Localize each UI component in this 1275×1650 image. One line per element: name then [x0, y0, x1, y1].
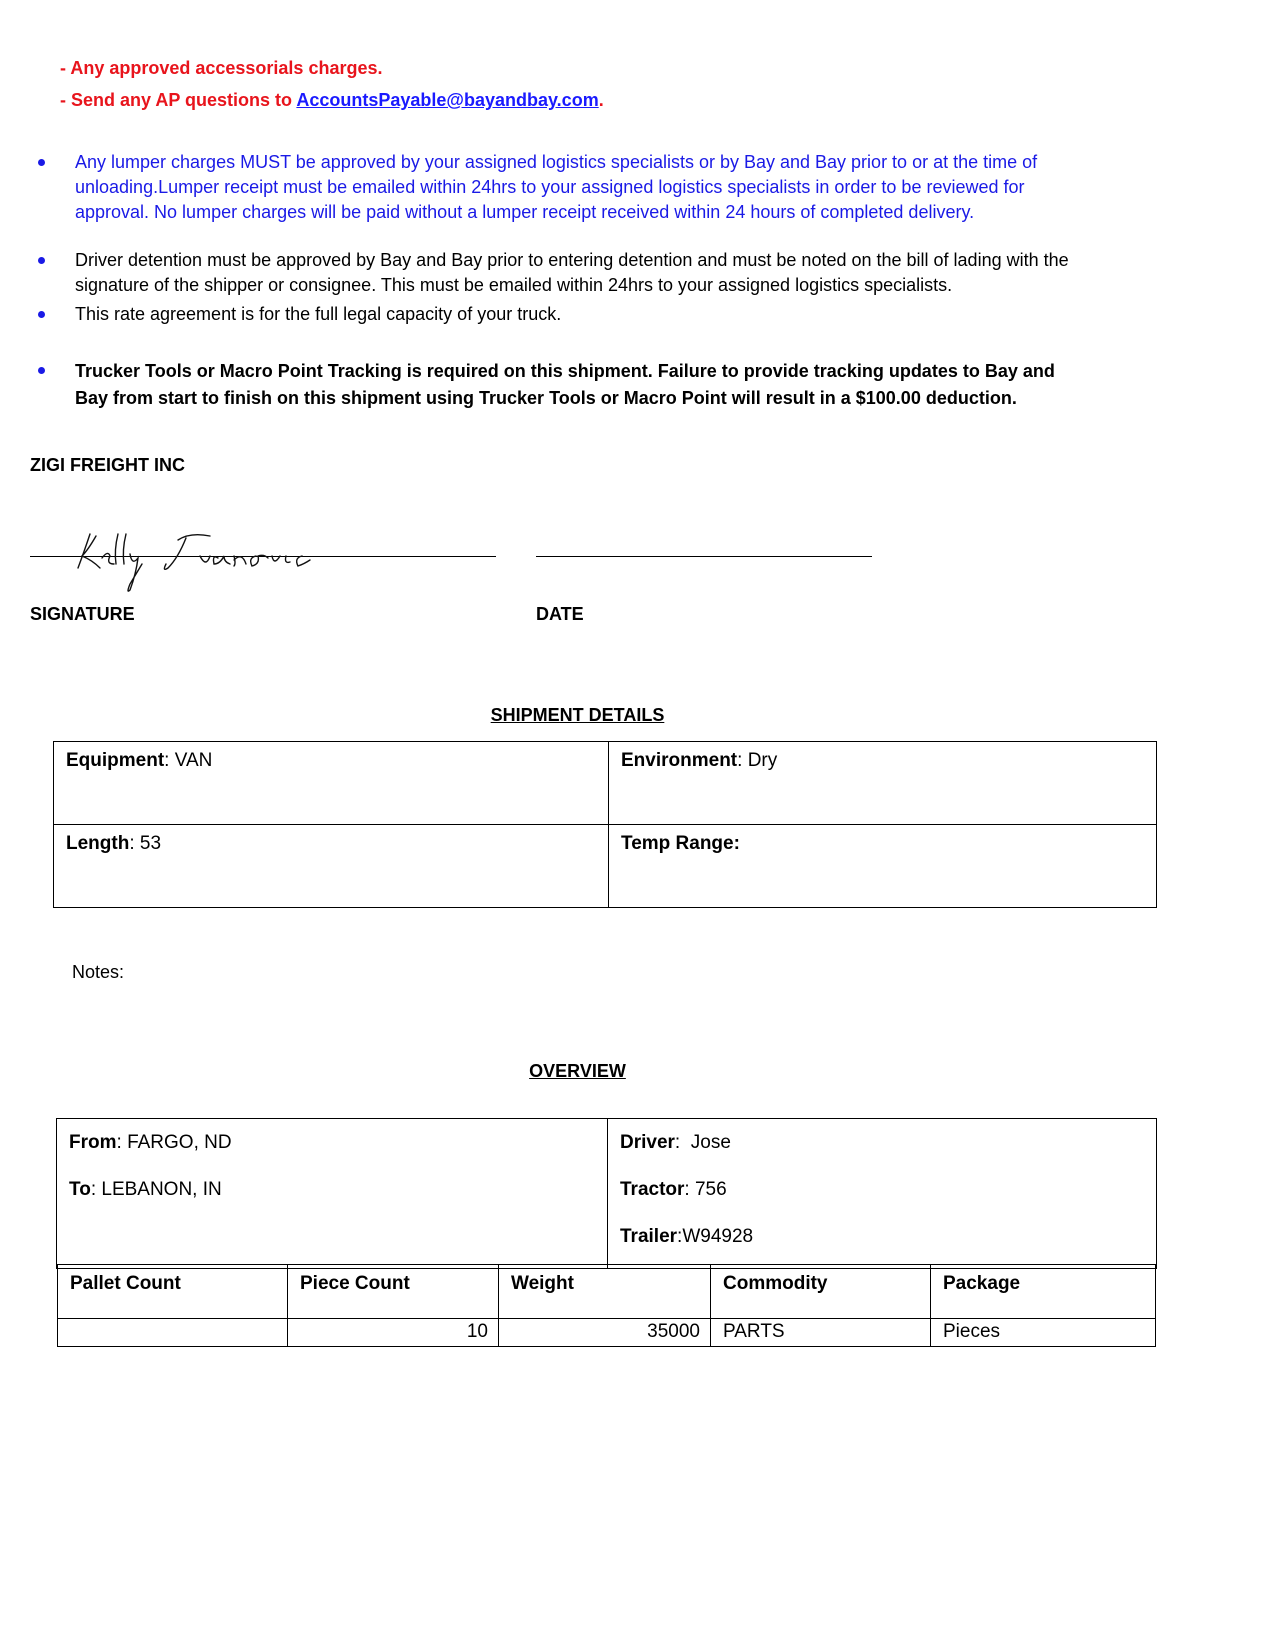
ap-questions-note: - Send any AP questions to AccountsPayable@bayandbay.com. [60, 90, 604, 110]
signature-label: SIGNATURE [30, 604, 135, 624]
cell-package: Pieces [931, 1319, 1156, 1347]
shipment-details-table [53, 741, 1157, 908]
overview-heading: OVERVIEW [529, 1061, 626, 1081]
lumper-policy: Any lumper charges MUST be approved by your assigned logistics specialists or by Bay and Bay prior to or at the time of unloading.Lumper receipt must be emailed within 24hrs to your assigned logistics specialists in order to be reviewed for approval. No lumper charges will be paid without a lumper receipt received within 24 hours of completed delivery. [75, 152, 1038, 222]
header-package: Package [931, 1265, 1156, 1319]
detention-policy: Driver detention must be approved by Bay and Bay prior to entering detention and must be noted on the bill of lading with the signature of the shipper or consignee. This must be emailed within 24hrs to your assigned logistics specialists. [75, 250, 1069, 295]
capacity-policy: This rate agreement is for the full legal capacity of your truck. [75, 304, 562, 324]
ap-email-link[interactable]: AccountsPayable@bayandbay.com [296, 90, 599, 110]
tracking-policy: Trucker Tools or Macro Point Tracking is required on this shipment. Failure to provide tracking updates to Bay and Bay from start to finish on this shipment using Trucker Tools or Macro Point will result in a $100.00 deduction. [75, 361, 1055, 408]
header-piece-count: Piece Count [288, 1265, 499, 1319]
notes-label: Notes: [72, 962, 125, 982]
route-cell [57, 1119, 608, 1269]
carrier-name: ZIGI FREIGHT INC [30, 455, 185, 475]
bullet-icon [38, 311, 45, 318]
to-field: To: LEBANON, IN [69, 1179, 222, 1200]
shipment-details-heading: SHIPMENT DETAILS [490, 705, 665, 725]
length-cell: Length: 53 [54, 825, 609, 908]
date-line [536, 556, 872, 557]
bullet-icon [38, 367, 45, 374]
bullet-icon [38, 159, 45, 166]
trailer-field: Trailer:W94928 [620, 1226, 754, 1247]
header-weight: Weight [499, 1265, 711, 1319]
environment-cell: Environment: Dry [609, 742, 1157, 825]
temp-range-cell: Temp Range: [609, 825, 1157, 908]
cell-piece-count: 10 [288, 1319, 499, 1347]
driver-cell [608, 1119, 1157, 1269]
equipment-cell: Equipment: VAN [54, 742, 609, 825]
accessorials-note: - Any approved accessorials charges. [60, 58, 383, 78]
cell-pallet-count [58, 1319, 288, 1347]
tractor-field: Tractor: 756 [620, 1179, 727, 1200]
freight-table [57, 1264, 1156, 1347]
header-commodity: Commodity [711, 1265, 931, 1319]
from-field: From: FARGO, ND [69, 1132, 232, 1153]
driver-field: Driver: Jose [620, 1132, 731, 1153]
bullet-icon [38, 257, 45, 264]
cell-commodity: PARTS [711, 1319, 931, 1347]
date-label: DATE [536, 604, 584, 624]
handwritten-signature [70, 528, 320, 598]
overview-table [56, 1118, 1157, 1269]
header-pallet-count: Pallet Count [58, 1265, 288, 1319]
cell-weight: 35000 [499, 1319, 711, 1347]
